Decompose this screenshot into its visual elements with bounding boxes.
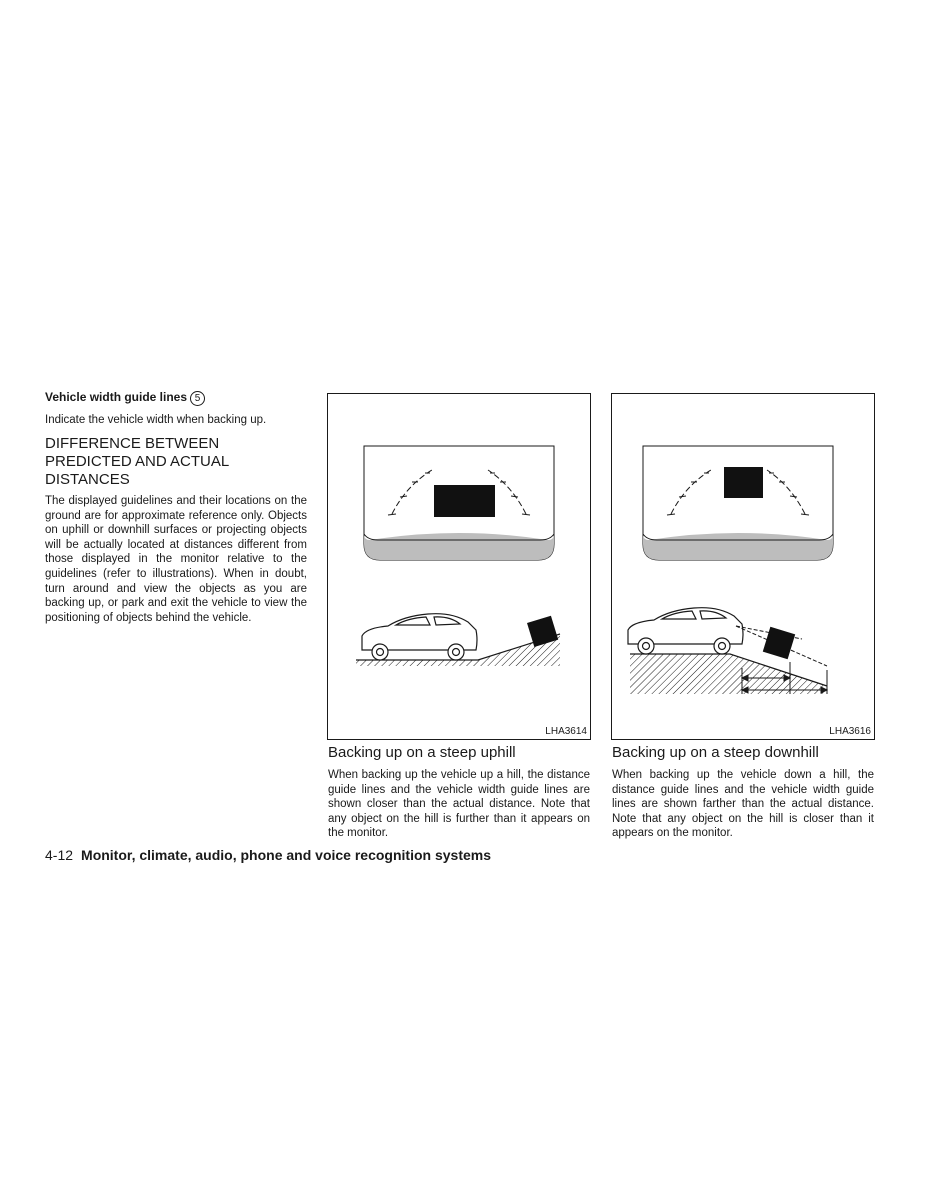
figure-code: LHA3616 xyxy=(829,726,871,737)
heading-line-1: DIFFERENCE BETWEEN xyxy=(45,435,220,452)
subheading-vehicle-width xyxy=(45,390,205,406)
heading-line-3: DISTANCES xyxy=(45,471,130,488)
caption-uphill: Backing up on a steep uphill xyxy=(328,744,516,761)
figure-downhill xyxy=(611,393,875,740)
caption-downhill: Backing up on a steep downhill xyxy=(612,744,819,761)
callout-marker: 5 xyxy=(190,391,205,406)
monitor-screen xyxy=(364,446,554,560)
text-uphill: When backing up the vehicle up a hill, the distance guide lines and the vehicle width guide lines are shown closer than the actual distance. Note that any object on the hill is further than it appears on the monitor. xyxy=(328,769,590,840)
figure-code: LHA3614 xyxy=(545,726,587,737)
downhill-illustration xyxy=(612,394,874,739)
subheading-description: Indicate the vehicle width when backing up. xyxy=(45,414,267,426)
subheading-text: Vehicle width guide lines xyxy=(45,390,188,404)
section-paragraph: The displayed guidelines and their locations on the ground are for approximate reference only. Objects on uphill or downhill surfaces or projecting objects will be actually located at distances different from those displayed in the monitor relative to the guidelines (refer to illustrations). When in doubt, turn around and view the objects as you are backing up, or park and exit the vehicle to view the positioning of objects behind the vehicle. xyxy=(45,495,307,624)
page-footer xyxy=(45,847,491,863)
object-box xyxy=(763,627,795,659)
downhill-ground xyxy=(630,654,827,694)
section-heading xyxy=(45,435,305,489)
text-downhill: When backing up the vehicle down a hill, the distance guide lines and the vehicle width guide lines are shown farther than the actual distance. Note that any object on the hill is closer than it appears on the monitor. xyxy=(612,769,874,840)
page-number: 4-12 xyxy=(45,847,74,863)
section-title: Monitor, climate, audio, phone and voice recognition systems xyxy=(81,847,491,863)
figure-uphill xyxy=(327,393,591,740)
uphill-illustration xyxy=(328,394,590,739)
car-icon xyxy=(628,608,743,654)
car-icon xyxy=(362,614,477,660)
heading-line-2: PREDICTED AND ACTUAL xyxy=(45,453,230,470)
monitor-screen xyxy=(643,446,833,560)
